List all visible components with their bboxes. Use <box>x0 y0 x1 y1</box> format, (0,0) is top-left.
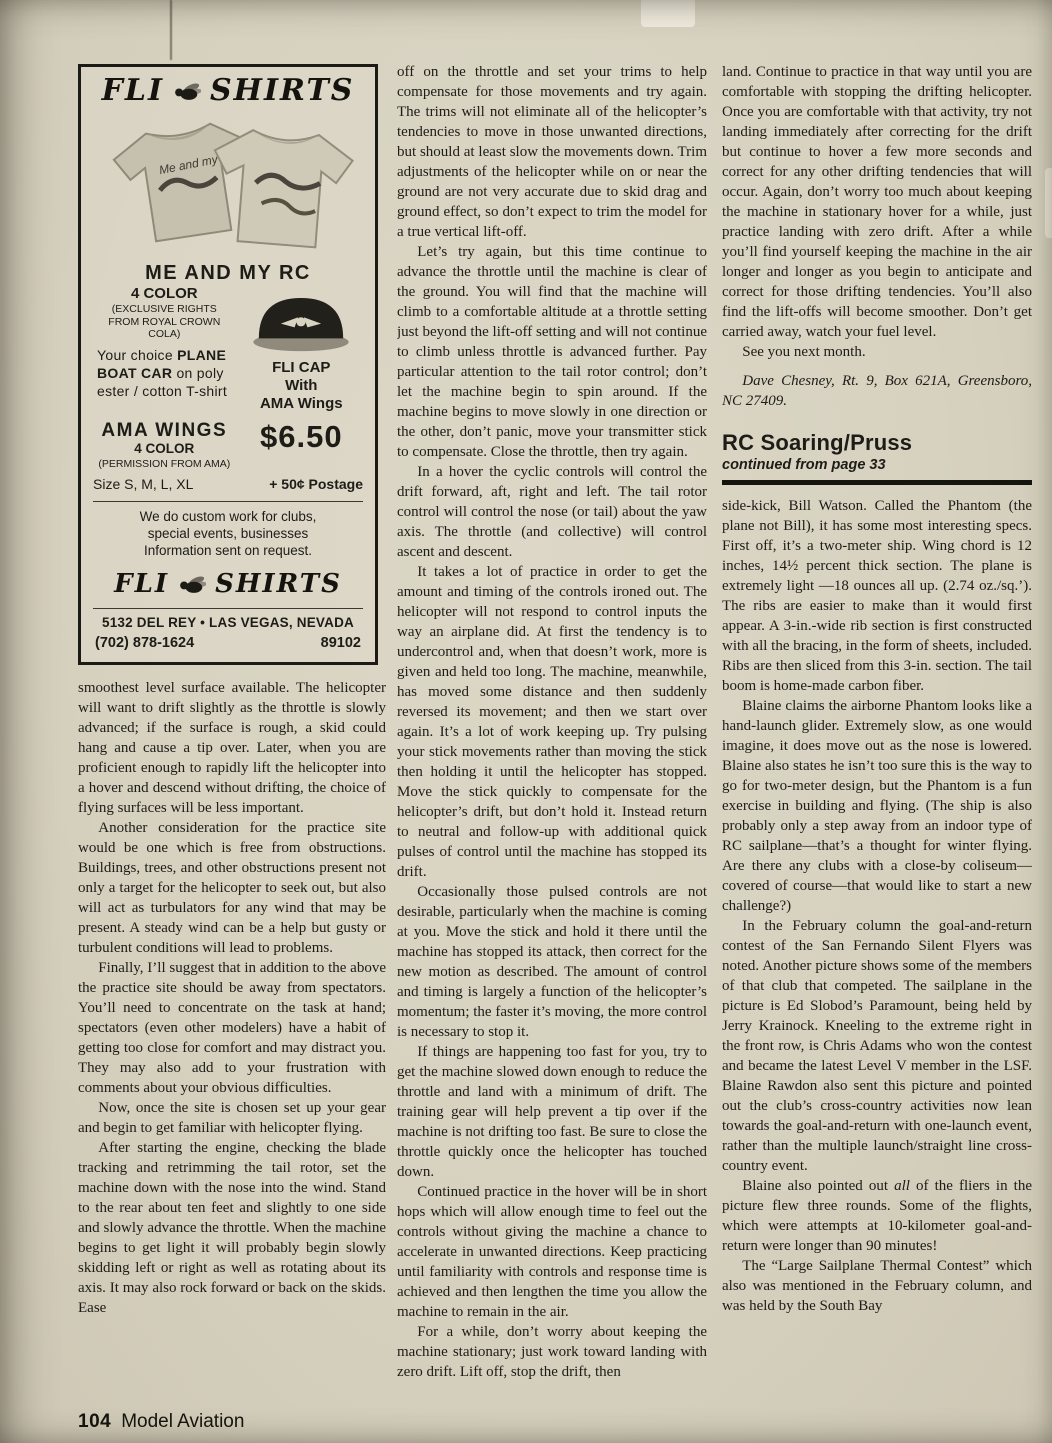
ad-phone-row <box>91 634 365 652</box>
ad-cap-wings: AMA Wings <box>259 395 343 412</box>
fliers-text-pre: Blaine also pointed out <box>742 1178 895 1194</box>
scan-white-patch <box>641 0 695 27</box>
fliers-text-italic: all <box>894 1178 910 1194</box>
shirt-print-text: Me and my <box>157 152 219 178</box>
body-paragraph: Continued practice in the hover will be in short hops which will allow enough time to feel out the controls without giving the machine a chance to accelerate in unwanted directions. Keep practicing until familiarity with controls and response time is achieved and then lengthen the time you allow the machine to remain in the air. <box>397 1184 707 1320</box>
ad-cap-with: With <box>285 377 318 394</box>
body-paragraph: Blaine claims the airborne Phantom looks like a hand-launch glider. Extremely slow, as one would imagine, it does move out as the nose is lowered. Blaine also states he isn’t too sure this is the way to go for two-meter design, but the Phantom is a fun exercise in building and flying. (The ship is also probably only a step away from an indoor type of RC sailplane—that’s a thought for winter flying. Are there any clubs with a close-by coliseum—covered of course—that would like to start a new challenge?) <box>722 698 1032 914</box>
body-paragraph: If things are happening too fast for you, try to get the machine slowed down enough to reduce the throttle and land with a minimum of drift. The training gear will help prevent a tip over if the machine is not drifting too fast. Be sure to close the throttle quickly once the helicopter has touched down. <box>397 1044 707 1180</box>
ad-title-shirts: SHIRTS <box>215 569 342 599</box>
ad-title-fli: FLI <box>101 73 164 108</box>
body-paragraph: side-kick, Bill Watson. Called the Phantom (the plane not Bill), it has some most interesting specs. First off, it’s a two-meter ship. Wing chord is 12 inches, 14½ percent thick section. The plane is extremely light —18 ounces all up. (2.74 oz./sq.’). The ribs are easier to make than it would first appear. A 3-in.-wide rib section is first constructed with all the bracing, in the form of sheets, included. Ribs are then sliced from this 3-in. section. The tail boom is home-made carbon fiber. <box>722 498 1032 694</box>
ad-ama-color: 4 COLOR <box>134 441 195 456</box>
ad-custom-line2: special events, businesses <box>147 526 309 541</box>
fly-icon <box>178 574 206 595</box>
body-paragraph: In a hover the cyclic controls will control the drift forward, aft, right and left. The tail rotor control will control the nose (or tail) about the yaw axis. The throttle (and collective) will control ascent and descent. <box>397 464 707 560</box>
ad-price: $6.50 <box>259 419 343 454</box>
ad-choice-cotton: ester / cotton T-shirt <box>97 382 228 399</box>
section-continued-note: continued from page 33 <box>722 457 886 473</box>
ad-phone: (702) 878-1624 <box>95 635 195 651</box>
ad-two-columns <box>91 285 365 413</box>
ad-ama-wings: AMA WINGS <box>101 420 228 441</box>
ad-ama-price-row <box>91 420 365 470</box>
ad-exclusive-line1: (EXCLUSIVE RIGHTS <box>111 303 217 315</box>
ad-size-line: Size S, M, L, XL <box>93 476 194 492</box>
ad-product-title: ME AND MY RC <box>145 262 311 284</box>
body-paragraph: smoothest level surface available. The helicopter will want to drift slightly as the throttle is slowly advanced; if the surface is rough, a skid could hang and cause a tip over. Later, when you are proficient enough to rapidly lift the helicopter into a hover and descend without drifting, the choice of flying surfaces will be less important. <box>78 680 386 816</box>
ad-choice-lines <box>91 346 238 400</box>
scan-crease-artifact <box>170 0 172 60</box>
left-column <box>78 62 386 1410</box>
ad-divider <box>93 608 363 609</box>
ad-title-fli: FLI <box>114 569 170 599</box>
body-paragraph: Let’s try again, but this time continue to advance the throttle until the machine is clear of the ground. You will find that the machine will climb to a comfortable altitude at a throttle setting just beyond the lift-off setting and will not continue to climb unless throttle is advanced further. Pay particular attention to the tail rotor control; don’t let the machine begin to spin around. If the machine begins to move slowly in one direction or the other, don’t panic, move your transmitter stick to compensate. Close the throttle, then try again. <box>397 244 707 460</box>
page-footer <box>78 1411 244 1433</box>
ad-postage: + 50¢ Postage <box>269 476 363 492</box>
fly-icon <box>173 81 201 102</box>
ad-title <box>91 75 365 107</box>
body-paragraph: In the February column the goal-and-return contest of the San Fernando Silent Flyers was noted. Another picture shows some of the members of that club that competed. The sailplane in the picture is Ed Slobod’s Paramount, being held by Jerry Krainock. Kneeling to the extreme right in the front row, is Chris Adams who won the contest and became the latest Level V member in the LSF. Blaine Rawdon also sent this picture and pointed out the club’s cross-country activities now lean towards the goal-and-return with one-launch event, rather than the multiple launch/straight line cross-country event. <box>722 918 1032 1174</box>
body-paragraph: Occasionally those pulsed controls are not desirable, particularly when the machine is coming at you. Move the stick and hold it there until the machine has stopped its attack, then correct for the new motion as described. The amount of control and timing is largely a function of the helicopter’s momentum; the faster it’s moving, the more control is necessary to stop it. <box>397 884 707 1040</box>
section-rule <box>722 480 1032 485</box>
body-paragraph: After starting the engine, checking the blade tracking and retrimming the tail rotor, set the machine down with the nose into the wind. Stand to the rear about ten feet and slightly to one side and slowly advance the throttle. When the machine begins to get light it will probably begin slowly skidding left or right as well as rotating about its axis. It may also rock forward or back on the skids. Ease <box>78 1140 386 1316</box>
body-paragraph: land. Continue to practice in that way until you are comfortable with stopping the drifting helicopter. Once you are comfortable with that activity, try not landing immediately after correcting for the drift but continue to hover a few more seconds and correct for any other drifting tendencies that will occur. Again, don’t worry too much about keeping the machine in stationary hover for a while, just practice landing with zero drift. After a while you’ll find yourself keeping the machine in the air longer and longer as you begin to anticipate and correct for those drifting tendencies. You’ll also find the lift-offs will become smoother. Don’t get carried away, watch your fuel level. <box>722 64 1032 340</box>
magazine-title: Model Aviation <box>121 1411 245 1432</box>
body-paragraph: Finally, I’ll suggest that in addition to the above the practice site should be away from spectators. You’ll need to concentrate on the task at hand; spectators (even other modelers) have a habit of getting too close for comfort and may distract you. They may also add to your frustration with comments about your obvious difficulties. <box>78 960 386 1096</box>
ad-ama-block <box>91 420 238 470</box>
ad-custom-line3: Information sent on request. <box>143 543 313 558</box>
ad-zip: 89102 <box>320 635 361 651</box>
ad-choice-poly: on poly <box>172 364 224 381</box>
ad-cap-title: FLI CAP <box>272 359 331 376</box>
ad-choice-your: Your choice <box>97 346 178 363</box>
middle-column <box>397 62 707 1410</box>
body-paragraph: Another consideration for the practice site would be one which is free from obstructions. Buildings, trees, and other obstructions present not only a target for the helicopter to seek out, but also will act as turbulators for any wind that may be present. A steady wind can be a help but gusty or turbulent conditions will lead to problems. <box>78 820 386 956</box>
ad-cap-block <box>238 287 365 413</box>
ad-exclusive-line2: FROM ROYAL CROWN COLA) <box>108 315 221 340</box>
author-attribution: Dave Chesney, Rt. 9, Box 621A, Greensboro, NC 27409. <box>722 373 1032 409</box>
tshirts-photo <box>97 111 359 261</box>
ad-size-row <box>91 476 365 493</box>
ad-shirt-details <box>91 285 238 413</box>
ad-title-shirts: SHIRTS <box>210 73 355 108</box>
ad-choice-boat-car: BOAT CAR <box>97 364 173 381</box>
fli-shirts-ad <box>78 64 378 665</box>
fliers-text-post: of the fliers in the picture flew three rounds. Some of the flights, which were attempts at 10-kilometer goal-and-return were longer than 90 minutes! <box>722 1178 1032 1254</box>
body-paragraph: off on the throttle and set your trims to help compensate for those movements and try again. The trims will not eliminate all of the helicopter’s tendencies to move in those unwanted directions, but should at least slow the movements down. Trim adjustments of the helicopter while on or near the ground are not very accurate due to skid drag and ground effect, so don’t expect to trim the model for a true vertical lift-off. <box>397 64 707 240</box>
right-column <box>722 62 1032 1410</box>
ad-divider <box>93 501 363 502</box>
body-paragraph: Now, once the site is chosen set up your gear and begin to get familiar with helicopter flying. <box>78 1100 386 1136</box>
ad-address: 5132 DEL REY • LAS VEGAS, NEVADA <box>102 615 354 630</box>
body-paragraph: It takes a lot of practice in order to get the amount and timing of the controls ironed out. The helicopter will not respond to control inputs the way an airplane did. At first the tendency is to undercontrol and, when that doesn’t work, more is given and held too long. The machine, meanwhile, has moved some distance and then suddenly reversed its movement; and then we start over again. It’s a lot of work keeping up. Try pulsing your stick movements rather than moving the stick then holding it until the helicopter has stopped. Move the stick quickly to compensate for the helicopter’s drift, but don’t hold it. Instead return to neutral and follow-up with additional quick pulses of control until the machine has stopped its drift. <box>397 564 707 880</box>
body-paragraph: For a while, don’t worry about keeping the machine stationary; just work toward landing with zero drift. Lift off, stop the drift, then <box>397 1324 707 1380</box>
fli-cap-photo <box>245 287 357 353</box>
ad-custom-line1: We do custom work for clubs, <box>139 509 317 524</box>
body-paragraph: See you next month. <box>742 344 866 360</box>
ad-four-color: 4 COLOR <box>130 285 198 302</box>
section-heading: RC Soaring/Pruss <box>722 430 913 455</box>
ad-title-footer <box>91 568 365 600</box>
ad-custom-work <box>91 508 365 559</box>
body-paragraph <box>722 1176 1032 1256</box>
body-paragraph: The “Large Sailplane Thermal Contest” which also was mentioned in the February column, and was held by the South Bay <box>722 1258 1032 1314</box>
scan-edge-notch <box>1045 168 1052 238</box>
ad-ama-permission: (PERMISSION FROM AMA) <box>98 457 231 470</box>
ad-choice-plane: PLANE <box>177 346 227 363</box>
page-number: 104 <box>78 1411 112 1432</box>
